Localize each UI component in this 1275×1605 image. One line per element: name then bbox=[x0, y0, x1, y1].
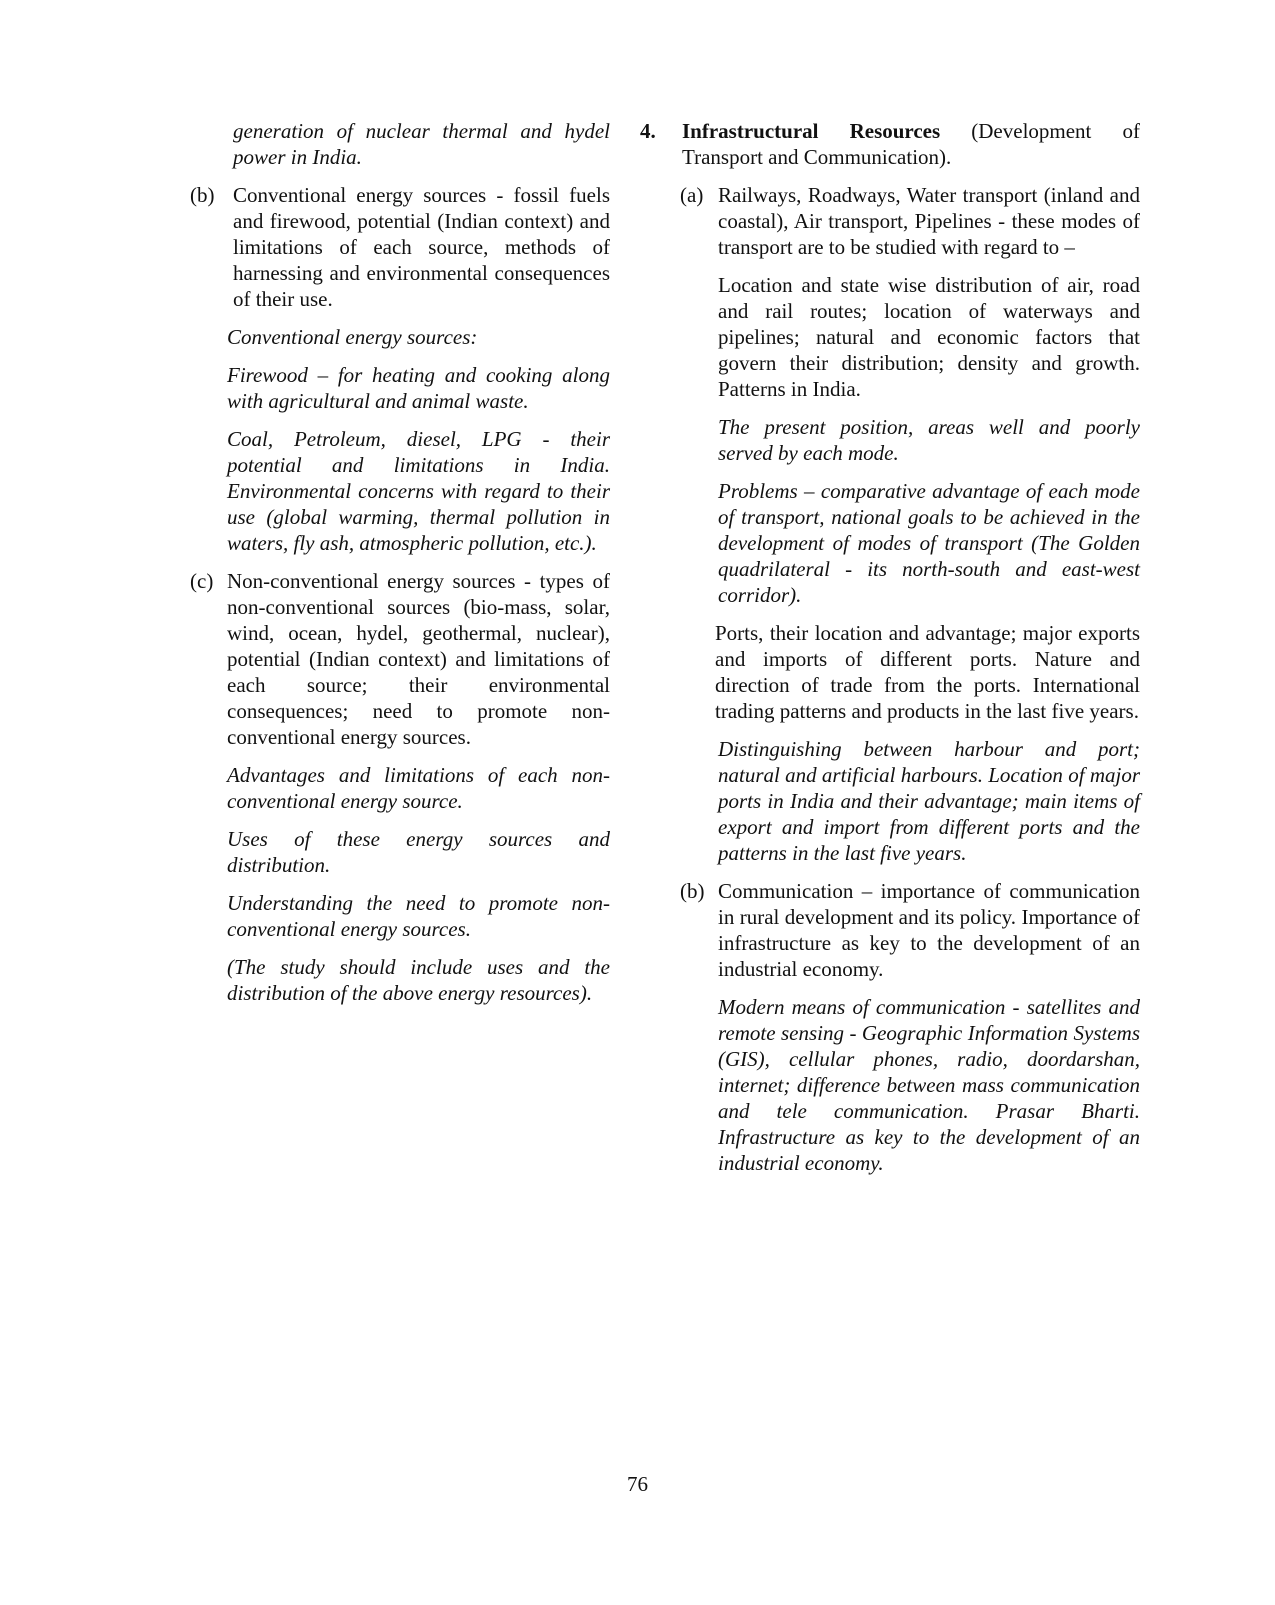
note: Uses of these energy sources and distribution. bbox=[227, 827, 610, 877]
item-text: Communication – importance of communication in rural development and its policy. Importance of infrastructure as key to the development of an industrial economy. bbox=[718, 879, 1140, 981]
item-b-communication bbox=[680, 878, 1140, 982]
page-number: 76 bbox=[627, 1472, 648, 1496]
section-subtitle: (Development of Transport and Communication). bbox=[682, 119, 1140, 169]
item-text: Conventional energy sources - fossil fuels and firewood, potential (Indian context) and limitations of each source, methods of harnessing and environmental consequences of their use. bbox=[233, 183, 610, 311]
item-label: (c) bbox=[190, 569, 214, 593]
section-title: Infrastructural Resources bbox=[682, 119, 941, 143]
item-label: (a) bbox=[680, 183, 704, 207]
item-c-energy bbox=[190, 568, 610, 750]
item-text: Railways, Roadways, Water transport (inland and coastal), Air transport, Pipelines - these modes of transport are to be studied with regard to – bbox=[718, 183, 1140, 259]
note: Understanding the need to promote non-conventional energy sources. bbox=[227, 891, 610, 941]
item-text: Non-conventional energy sources - types of non-conventional sources (bio-mass, solar, wind, ocean, hydel, geothermal, nuclear), potential (Indian context) and limitations of each source; their environmental consequences; need to promote non-conventional energy sources. bbox=[227, 569, 610, 749]
item-label: (b) bbox=[190, 183, 215, 207]
intro-text: generation of nuclear thermal and hydel power in India. bbox=[233, 119, 610, 169]
note: Problems – comparative advantage of each mode of transport, national goals to be achieved in the development of modes of transport (The Golden quadrilateral - its north-south and east-west corridor). bbox=[718, 479, 1140, 607]
paragraph-ports: Ports, their location and advantage; major exports and imports of different ports. Nature and direction of trade from the ports. International trading patterns and products in the last five years. bbox=[715, 621, 1140, 723]
left-column bbox=[190, 118, 610, 1018]
item-label: (b) bbox=[680, 879, 705, 903]
note: Conventional energy sources: bbox=[227, 325, 478, 349]
note: Advantages and limitations of each non-conventional energy source. bbox=[227, 763, 610, 813]
note: The present position, areas well and poorly served by each mode. bbox=[718, 415, 1140, 465]
note-ports: Distinguishing between harbour and port; natural and artificial harbours. Location of major ports in India and their advantage; main items of export and import from different ports and the patterns in the last five years. bbox=[718, 737, 1140, 865]
note: Coal, Petroleum, diesel, LPG - their potential and limitations in India. Environmental concerns with regard to their use (global warming, thermal pollution in waters, fly ash, atmospheric pollution, etc.). bbox=[227, 427, 610, 555]
section-heading bbox=[640, 118, 1140, 170]
right-column bbox=[640, 118, 1140, 1188]
note: (The study should include uses and the distribution of the above energy resources). bbox=[227, 955, 610, 1005]
note: Firewood – for heating and cooking along with agricultural and animal waste. bbox=[227, 363, 610, 413]
section-number: 4. bbox=[640, 119, 656, 143]
item-b-energy bbox=[190, 182, 610, 312]
paragraph: Location and state wise distribution of air, road and rail routes; location of waterways and pipelines; natural and economic factors that govern their distribution; density and growth. Patterns in India. bbox=[718, 273, 1140, 401]
subsection-wrapper bbox=[680, 182, 1140, 1176]
item-a-transport bbox=[680, 182, 1140, 260]
note: Modern means of communication - satellites and remote sensing - Geographic Information Systems (GIS), cellular phones, radio, doordarshan, internet; difference between mass communication and tele communication. Prasar Bharti. Infrastructure as key to the development of an industrial economy. bbox=[718, 995, 1140, 1175]
